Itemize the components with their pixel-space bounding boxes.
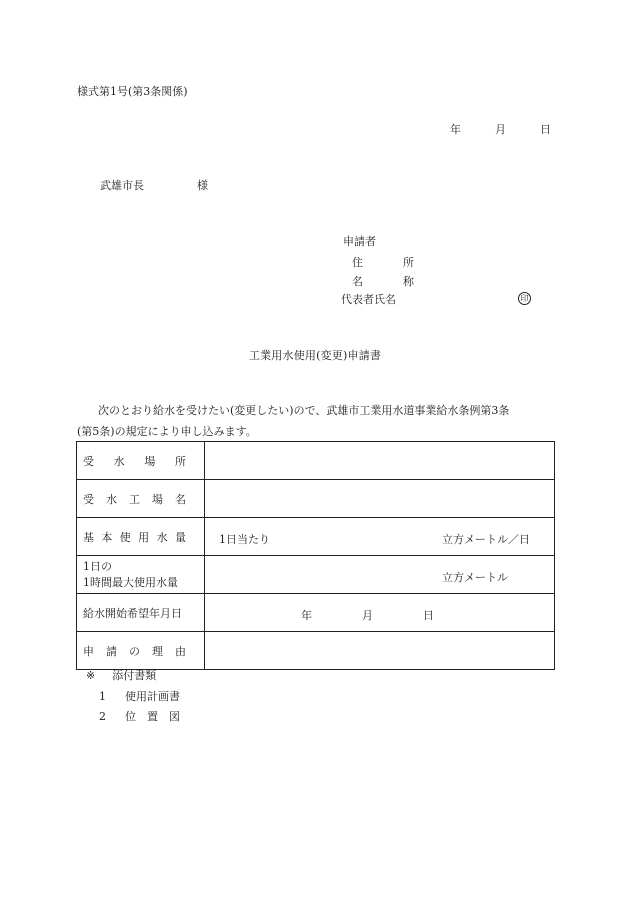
start-year: 年 [301, 609, 312, 622]
field-receiving-location[interactable] [205, 442, 555, 480]
attachment-number: 2 [99, 710, 106, 723]
date-day: 日 [540, 123, 551, 136]
intro-line-2: (第5条)の規定により申し込みます。 [77, 425, 257, 438]
label-char: 理 [152, 644, 163, 658]
addressee-name: 武雄市長 [100, 179, 144, 192]
applicant-address [352, 257, 414, 268]
label-reason [77, 632, 205, 670]
attachment-number: 1 [99, 690, 106, 703]
label-char: 受 [83, 454, 94, 468]
row-receiving-location [77, 442, 555, 480]
row-basic-water-usage [77, 518, 555, 556]
label-char: 場 [144, 454, 156, 468]
label-char: 使 [119, 530, 131, 544]
applicant-label: 申請者 [343, 235, 376, 248]
start-month: 月 [362, 609, 373, 622]
row-desired-start-date [77, 594, 555, 632]
label-char: 水 [106, 492, 117, 506]
attachment-text: 位 置 図 [125, 710, 180, 723]
label-line-2: 1時間最大使用水量 [83, 575, 178, 589]
unit-cubic-meter: 立方メートル [442, 571, 508, 584]
per-day-label: 1日当たり [219, 533, 270, 546]
field-desired-start-date[interactable] [205, 594, 555, 632]
address-char-2: 所 [403, 256, 414, 269]
label-char: 所 [174, 454, 186, 468]
label-char: 水 [113, 454, 125, 468]
addressee-honorific: 様 [197, 179, 208, 192]
applicant-representative: 代表者氏名 [341, 293, 396, 306]
date-line [450, 124, 551, 135]
label-factory-name [77, 480, 205, 518]
date-month: 月 [495, 123, 506, 136]
label-char: 名 [175, 492, 186, 506]
attachment-item [99, 691, 180, 702]
start-day: 日 [423, 609, 434, 622]
reference-mark: ※ [86, 669, 96, 682]
seal-mark: 印 [518, 292, 531, 305]
field-basic-water-usage[interactable] [205, 518, 555, 556]
label-char: 場 [152, 492, 163, 506]
attachments-heading [86, 670, 156, 681]
row-factory-name [77, 480, 555, 518]
label-max-hourly-usage [77, 556, 205, 594]
document-title: 工業用水使用(変更)申請書 [248, 349, 382, 362]
form-number: 様式第1号(第3条関係) [77, 85, 188, 98]
label-char: 申 [83, 644, 94, 658]
label-char: 由 [175, 644, 186, 658]
label-char: 基 [83, 530, 94, 544]
label-char: の [129, 644, 140, 658]
label-receiving-location [77, 442, 205, 480]
field-reason[interactable] [205, 632, 555, 670]
label-line-1: 1日の [83, 560, 112, 574]
row-max-hourly-usage [77, 556, 555, 594]
applicant-name [352, 276, 414, 287]
label-char: 本 [101, 530, 113, 544]
label-char: 水 [156, 530, 168, 544]
field-factory-name[interactable] [205, 480, 555, 518]
label-desired-start-date: 給水開始希望年月日 [77, 594, 205, 632]
label-char: 受 [83, 492, 94, 506]
field-max-hourly-usage[interactable] [205, 556, 555, 594]
attachment-text: 使用計画書 [125, 690, 180, 703]
label-basic-water-usage [77, 518, 205, 556]
application-table [76, 441, 555, 670]
addressee [100, 180, 208, 191]
address-char-1: 住 [352, 256, 363, 269]
label-char: 請 [106, 644, 117, 658]
label-char: 用 [138, 530, 150, 544]
unit-per-day: 立方メートル／日 [442, 533, 530, 546]
label-char: 工 [129, 492, 140, 506]
label-char: 量 [174, 530, 186, 544]
intro-line-1: 次のとおり給水を受けたい(変更したい)ので、武雄市工業用水道事業給水条例第3条 [98, 404, 510, 417]
name-char-2: 称 [403, 275, 414, 288]
date-year: 年 [450, 123, 461, 136]
name-char-1: 名 [352, 275, 363, 288]
attachment-item [99, 711, 180, 722]
attachments-label: 添付書類 [112, 669, 157, 682]
row-reason [77, 632, 555, 670]
